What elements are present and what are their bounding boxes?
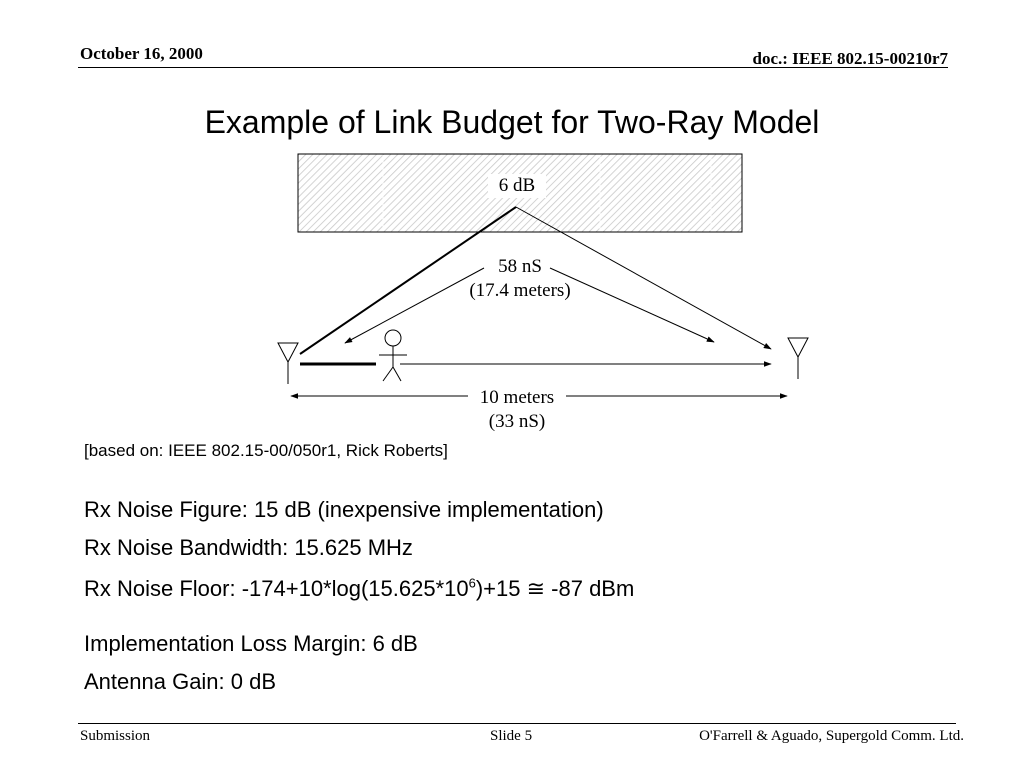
footer-divider xyxy=(78,723,956,724)
reflected-delay: 58 nS xyxy=(498,256,542,277)
header-doc-id: doc.: IEEE 802.15-00210r7 xyxy=(752,49,948,68)
slide-title: Example of Link Budget for Two-Ray Model xyxy=(204,104,820,140)
tx-antenna-icon xyxy=(278,343,298,384)
citation: [based on: IEEE 802.15-00/050r1, Rick Roberts] xyxy=(84,441,448,460)
person-icon xyxy=(379,330,407,381)
footer-submission: Submission xyxy=(80,728,151,744)
direct-path-label xyxy=(468,386,566,434)
direct-delay: (33 nS) xyxy=(488,411,546,432)
footer-slide-number: Slide 5 xyxy=(490,728,533,744)
spec-noise-floor xyxy=(84,576,634,602)
header-date: October 16, 2000 xyxy=(80,44,203,63)
rx-antenna-icon xyxy=(788,338,808,379)
direct-distance: 10 meters xyxy=(479,387,555,408)
noise-floor-suffix: )+15 ≅ -87 dBm xyxy=(475,576,635,601)
reflected-distance: (17.4 meters) xyxy=(469,280,571,301)
reflected-path-label xyxy=(460,255,580,303)
spec-noise-bandwidth: Rx Noise Bandwidth: 15.625 MHz xyxy=(84,535,413,560)
spec-noise-figure: Rx Noise Figure: 15 dB (inexpensive implementation) xyxy=(84,497,604,522)
noise-floor-prefix: Rx Noise Floor: -174+10*log(15.625*10 xyxy=(84,576,469,601)
footer-authors: O'Farrell & Aguado, Supergold Comm. Ltd. xyxy=(699,728,964,744)
reflection-loss-label: 6 dB xyxy=(488,174,546,198)
noise-floor-exponent: 6 xyxy=(468,575,476,591)
spec-antenna-gain: Antenna Gain: 0 dB xyxy=(84,669,277,694)
spec-implementation-loss: Implementation Loss Margin: 6 dB xyxy=(84,631,418,656)
